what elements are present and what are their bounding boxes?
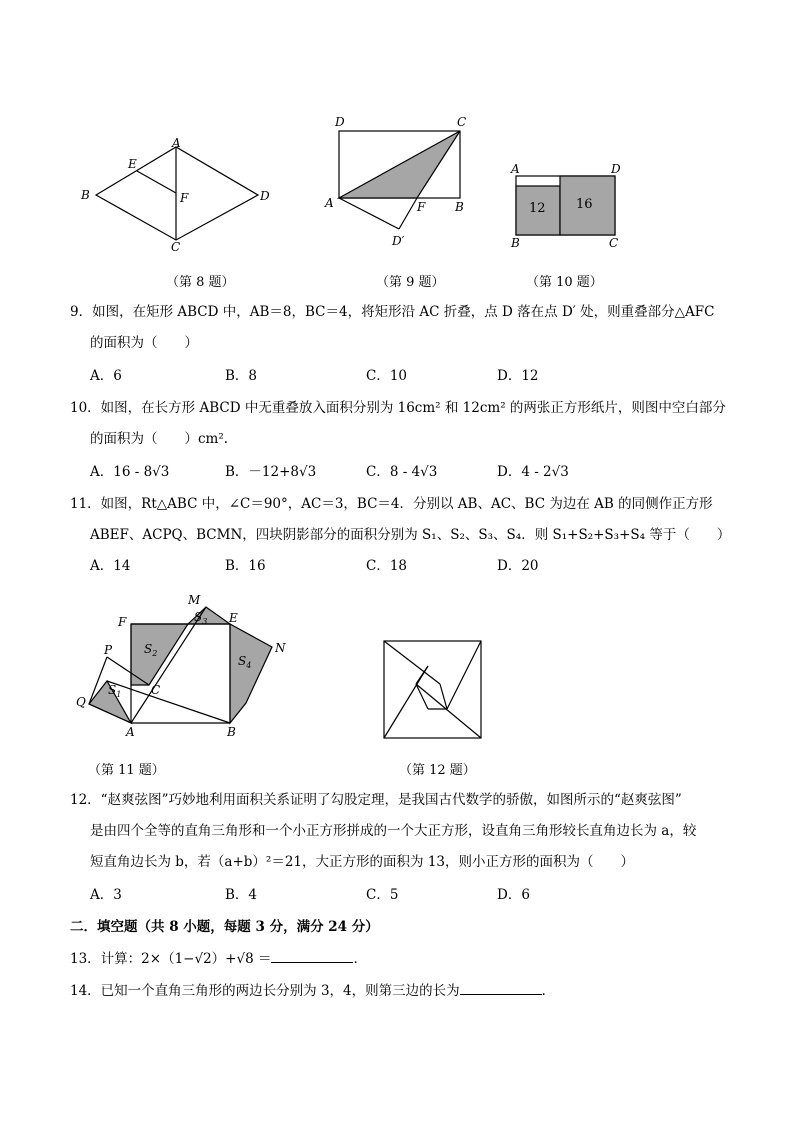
option-a[interactable]: A．6 [90,368,122,384]
option-d[interactable]: D．4 - 2√3 [497,464,569,480]
figure-9-folded-rectangle [322,112,482,252]
label-s3: $S_3$ [194,610,208,626]
label-c: C [457,115,467,129]
question-13-text: 13．计算：2×（1−√2）+√8 ＝ [70,951,272,967]
option-b[interactable]: B．16 [225,558,266,574]
label-n: N [275,641,286,655]
label-b: B [511,236,520,250]
label-b: B [81,188,90,202]
figure-12-zhao-shuang-diagram [380,638,488,742]
label-b: B [227,725,236,739]
label-f: F [118,615,127,629]
section-heading-fill-in: 二．填空题（共 8 小题，每题 3 分，满分 24 分） [70,919,379,935]
option-a[interactable]: A．16 - 8√3 [90,464,170,480]
question-14 [70,980,730,1002]
big-square [384,641,481,738]
label-a: A [325,196,334,210]
question-11-line1: 11．如图，Rt△ABC 中，∠C＝90°，AC＝3，BC＝4．分别以 AB、AC、BC 为边在 AB 的同侧作正方形 [70,496,713,512]
square-16-label: 16 [576,197,593,212]
label-s1: $S_1$ [108,683,122,699]
label-c: C [151,683,161,697]
option-d[interactable]: D．20 [497,558,539,574]
shaded-triangle-afc [339,131,460,198]
shaded-s4 [230,624,272,723]
option-d[interactable]: D．6 [497,887,530,903]
label-a: A [126,725,135,739]
label-a: A [172,136,181,150]
label-s4: $S_4$ [238,654,252,670]
question-12-options [90,884,650,906]
question-12-line3: 短直角边长为 b，若（a+b）²＝21，大正方形的面积为 13，则小正方形的面积为（ ） [90,854,634,870]
question-11-line2: ABEF、ACPQ、BCMN，四块阴影部分的面积分别为 S₁、S₂、S₃、S₄．则 S₁+S₂+S₃+S₄ 等于（ ） [90,527,731,543]
option-b[interactable]: B．8 [225,368,258,384]
rhombus-abcd [96,147,258,240]
caption-fig12: （第 12 题） [399,763,476,778]
square-12-label: 12 [529,201,546,216]
label-b: B [455,200,464,214]
label-f: F [417,200,426,214]
option-d[interactable]: D．12 [497,368,539,384]
option-c[interactable]: C．8 - 4√3 [366,464,438,480]
label-e: E [229,611,238,625]
figure-11-squares-on-triangle [72,590,292,740]
question-10-line1: 10．如图，在长方形 ABCD 中无重叠放入面积分别为 16cm² 和 12cm² 的两张正方形纸片，则图中空白部分 [70,400,726,416]
caption-fig8: （第 8 题） [166,275,235,290]
answer-blank-13[interactable] [271,948,353,963]
label-d: D [335,115,345,129]
caption-fig10: （第 10 题） [526,275,603,290]
question-13-end: ． [353,951,367,967]
option-b[interactable]: B．－12+8√3 [225,464,317,480]
label-d: D [611,162,621,176]
question-14-text: 14．已知一个直角三角形的两边长分别为 3，4，则第三边的长为 [70,983,460,999]
question-12-line2: 是由四个全等的直角三角形和一个小正方形拼成的一个大正方形，设直角三角形较长直角边长为 a，较 [90,823,697,839]
question-10-line2: 的面积为（ ）cm². [90,431,229,447]
question-9-line2: 的面积为（ ） [90,335,198,351]
label-d-prime: D′ [392,234,405,248]
caption-fig9: （第 9 题） [376,275,445,290]
label-d: D [260,189,270,203]
question-9-line1: 9．如图，在矩形 ABCD 中，AB＝8，BC＝4，将矩形沿 AC 折叠，点 D 落在点 D′ 处，则重叠部分△AFC [70,304,715,320]
label-e: E [128,157,137,171]
question-14-end: ． [541,983,556,999]
figure-8-rhombus [75,133,275,253]
label-a: A [511,162,520,176]
question-9-options [90,365,650,387]
question-13 [70,948,730,970]
question-10-options [90,461,650,483]
answer-blank-14[interactable] [460,980,542,995]
option-a[interactable]: A．14 [90,558,131,574]
option-a[interactable]: A．3 [90,887,122,903]
label-f: F [180,191,189,205]
label-q: Q [76,695,86,709]
label-m: M [188,593,201,607]
option-c[interactable]: C．5 [366,887,399,903]
option-c[interactable]: C．10 [366,368,408,384]
figure-10-two-squares [505,160,630,252]
shaded-s2 [131,624,188,685]
label-p: P [104,643,113,657]
label-c: C [609,236,619,250]
segment-ef [137,171,176,193]
segment-ad-prime [339,198,399,229]
option-b[interactable]: B．4 [225,887,258,903]
label-c: C [171,240,181,254]
question-12-line1: 12．“赵爽弦图”巧妙地利用面积关系证明了勾股定理，是我国古代数学的骄傲，如图所示的“赵爽弦图” [70,792,682,808]
question-11-options [90,555,650,577]
caption-fig11: （第 11 题） [88,763,165,778]
option-c[interactable]: C．18 [366,558,408,574]
segment-fd-prime [399,198,417,229]
label-s2: $S_2$ [144,642,158,658]
